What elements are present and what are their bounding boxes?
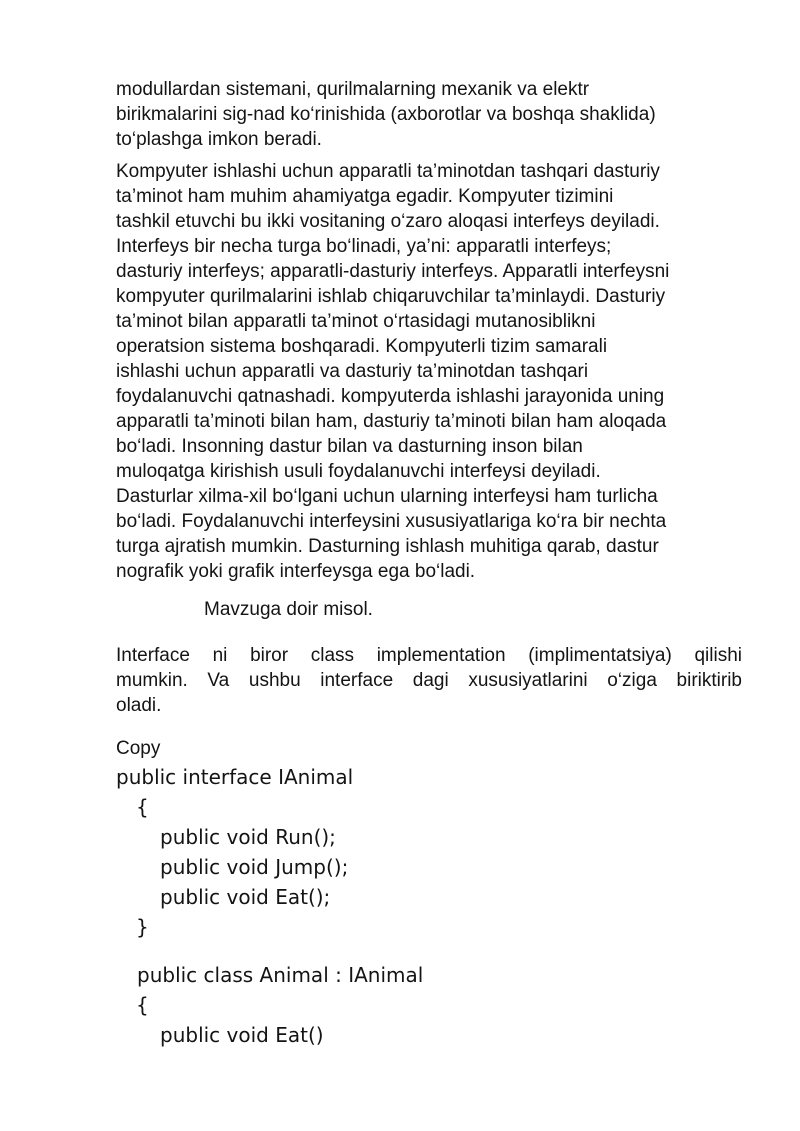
code-line: public interface IAnimal (116, 765, 354, 789)
paragraph-interface-implementation (116, 643, 742, 718)
paragraph-intro-continued (116, 77, 746, 152)
text-line: operatsion sistema boshqaradi. Kompyuterli tizim samarali (116, 336, 608, 357)
text-line: Dasturlar xilma-xil bo‘lgani uchun ularning interfeysi ham turlicha (116, 486, 658, 507)
text-line: to‘plashga imkon beradi. (116, 129, 322, 150)
text-line: ishlashi uchun apparatli va dasturiy ta’minotdan tashqari (116, 361, 589, 382)
text-line: foydalanuvchi qatnashadi. kompyuterda ishlashi jarayonida uning (116, 386, 665, 407)
example-heading: Mavzuga doir misol. (204, 599, 373, 620)
text-line: dasturiy interfeys; apparatli-dasturiy interfeys. Apparatli interfeysni (116, 261, 670, 282)
text-line: mumkin. Va ushbu interface dagi xususiyatlarini o‘ziga biriktirib (116, 670, 742, 691)
code-line: public void Eat() (160, 1023, 324, 1047)
paragraph-interface-definition (116, 159, 746, 584)
text-line: modullardan sistemani, qurilmalarning mexanik va elektr (116, 79, 590, 100)
text-line: birikmalarini sig-nad ko‘rinishida (axborotlar va boshqa shaklida) (116, 104, 656, 125)
code-line: { (136, 795, 149, 819)
text-line: nografik yoki grafik interfeysga ega bo‘ladi. (116, 561, 476, 582)
code-line: public void Eat(); (160, 885, 331, 909)
text-line: bo‘ladi. Insonning dastur bilan va dasturning inson bilan (116, 436, 583, 457)
code-line: public void Run(); (160, 825, 336, 849)
text-line: ta’minot bilan apparatli ta’minot o‘rtasidagi mutanosiblikni (116, 311, 596, 332)
code-line: } (136, 915, 149, 939)
text-line: apparatli ta’minoti bilan ham, dasturiy ta’minoti bilan ham aloqada (116, 411, 667, 432)
code-line: public void Jump(); (160, 855, 349, 879)
text-line: Interface ni biror class implementation (implimentatsiya) qilishi (116, 645, 742, 666)
copy-label: Copy (116, 738, 161, 759)
code-line: { (136, 993, 149, 1017)
text-line: Interfeys bir necha turga bo‘linadi, ya’ni: apparatli interfeys; (116, 236, 612, 257)
text-line: bo‘ladi. Foydalanuvchi interfeysini xususiyatlariga ko‘ra bir nechta (116, 511, 667, 532)
code-line: public class Animal : IAnimal (137, 963, 424, 987)
text-line: Kompyuter ishlashi uchun apparatli ta’minotdan tashqari dasturiy (116, 161, 660, 182)
text-line: tashkil etuvchi bu ikki vositaning o‘zaro aloqasi interfeys deyiladi. (116, 211, 660, 232)
text-line: oladi. (116, 695, 162, 716)
text-line: ta’minot ham muhim ahamiyatga egadir. Kompyuter tizimini (116, 186, 614, 207)
text-line: kompyuter qurilmalarini ishlab chiqaruvchilar ta’minlaydi. Dasturiy (116, 286, 666, 307)
text-line: muloqatga kirishish usuli foydalanuvchi interfeysi deyiladi. (116, 461, 601, 482)
text-line: turga ajratish mumkin. Dasturning ishlash muhitiga qarab, dastur (116, 536, 659, 557)
